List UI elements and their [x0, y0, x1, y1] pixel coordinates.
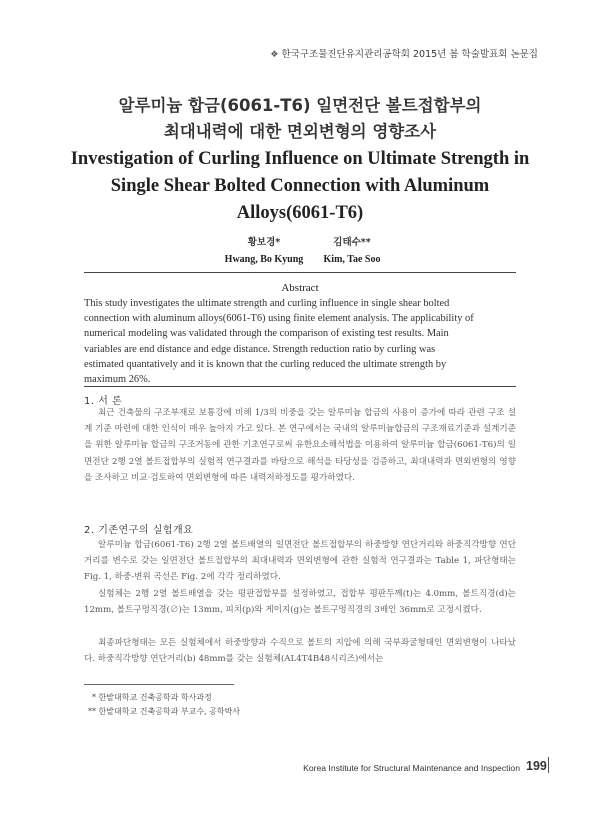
abstract-line: maximum 26%.: [84, 374, 151, 386]
book-icon: ❖: [270, 50, 279, 60]
abstract-line: connection with aluminum alloys(6061-T6) using finite element analysis. The applicability of: [84, 313, 474, 325]
abstract-line: estimated quantatively and it is known that the curling reduced the ultimate strength by: [84, 358, 447, 370]
footnote-1: * 한밭대학교 건축공학과 학사과정: [92, 693, 212, 702]
section-2-paragraph-1: 알루미늄 합금(6061-T6) 2행 2열 볼트배열의 일면전단 볼트접합부의 하중방향 연단거리와 하중직각방향 연단거리를 변수로 갖는 일면전단 볼트접합부의 최대내력과 면외변형에 관한 실험적 연구결과는 Table 1, 파단형태는 Fig. 1, 하중-변위 곡선은 Fig. 2에 각각 정리하였다.: [84, 540, 516, 583]
footnote-2: ** 한밭대학교 건축공학과 부교수, 공학박사: [88, 707, 241, 716]
title-english-line-3: Alloys(6061-T6): [236, 203, 364, 223]
author-1-korean: 황보경*: [247, 237, 281, 248]
author-1-english: Hwang, Bo Kyung: [224, 254, 304, 265]
footer-organization: Korea Institute for Structural Maintenance and Inspection: [303, 763, 520, 773]
section-2-paragraph-2: 실험체는 2행 2열 볼트배열을 갖는 평판접합부를 설정하였고, 접합부 평판두께(t)는 4.0mm, 볼트직경(d)는 12mm, 볼트구멍직경(∅)는 13mm, 피치(p)와 게이지(g)는 볼트구멍직경의 3배인 36mm로 고정시켰다.: [84, 589, 516, 616]
title-english: [60, 146, 540, 227]
section-1-paragraph: 최근 건축물의 구조부재로 보통강에 비해 1/3의 비중을 갖는 알루미늄 합금의 사용이 증가에 따라 관련 구조 설계 기준 마련에 대한 인식이 매우 높아지 가고 있다. 본 연구에서는 국내의 알루미늄합금의 구조재료기준과 설계기준을 위한 알루미늄 합금의 구조거동에 관한 기초연구로써 유한요소해석법을 이용하여 알루미늄 합금(6061-T6)의 일면전단 2행 2열 볼트접합부의 실험적 연구결과를 바탕으로 해석을 타당성을 검증하고, 최대내력과 면외변형의 영향을 조사하고 비교·검토하여 면외변형에 따른 내력저하정도를 평가하였다.: [84, 408, 516, 483]
page-number-divider: [548, 757, 549, 773]
title-korean-line-2: 최대내력에 대한 면외변형의 영향조사: [163, 122, 437, 141]
title-korean-line-1: 알루미늄 합금(6061-T6) 일면전단 볼트접합부의: [118, 96, 482, 115]
abstract-top-rule: [84, 272, 516, 273]
section-1-heading: 1. 서 론: [84, 396, 123, 407]
journal-name: 한국구조물진단유지관리공학회 2015년 봄 학술발표회 논문집: [281, 49, 538, 60]
author-2-english: Kim, Tae Soo: [323, 254, 381, 265]
author-2-korean: 김태수**: [333, 237, 371, 248]
title-english-line-1: Investigation of Curling Influence on Ultimate Strength in: [70, 149, 530, 169]
running-header: [270, 46, 538, 60]
abstract-line: This study investigates the ultimate strength and curling influence in single shear bolted: [84, 298, 450, 309]
abstract-body: [84, 296, 516, 387]
abstract-line: variables are end distance and edge distance. Strength reduction ratio by curling was: [84, 343, 436, 355]
page-number: 199: [526, 759, 547, 773]
abstract-line: numerical modeling was validated through the comparison of existing test results. Main: [84, 328, 449, 340]
section-2-paragraph-3: 최종파단형태는 모든 실험체에서 하중방향과 수직으로 볼트의 지압에 의해 국부좌굴형태인 면외변형이 나타났다. 하중직각방향 연단거리(b) 48mm를 갖는 실험체(AL4T4B48시리즈)에서는: [84, 638, 516, 665]
author-2: [292, 234, 412, 265]
abstract-bottom-rule: [84, 386, 516, 387]
section-2-heading: 2. 기존연구의 실험개요: [84, 525, 194, 536]
abstract-heading: Abstract: [281, 282, 319, 294]
footnote-rule: [84, 684, 234, 685]
title-english-line-2: Single Shear Bolted Connection with Aluminum: [110, 176, 490, 196]
